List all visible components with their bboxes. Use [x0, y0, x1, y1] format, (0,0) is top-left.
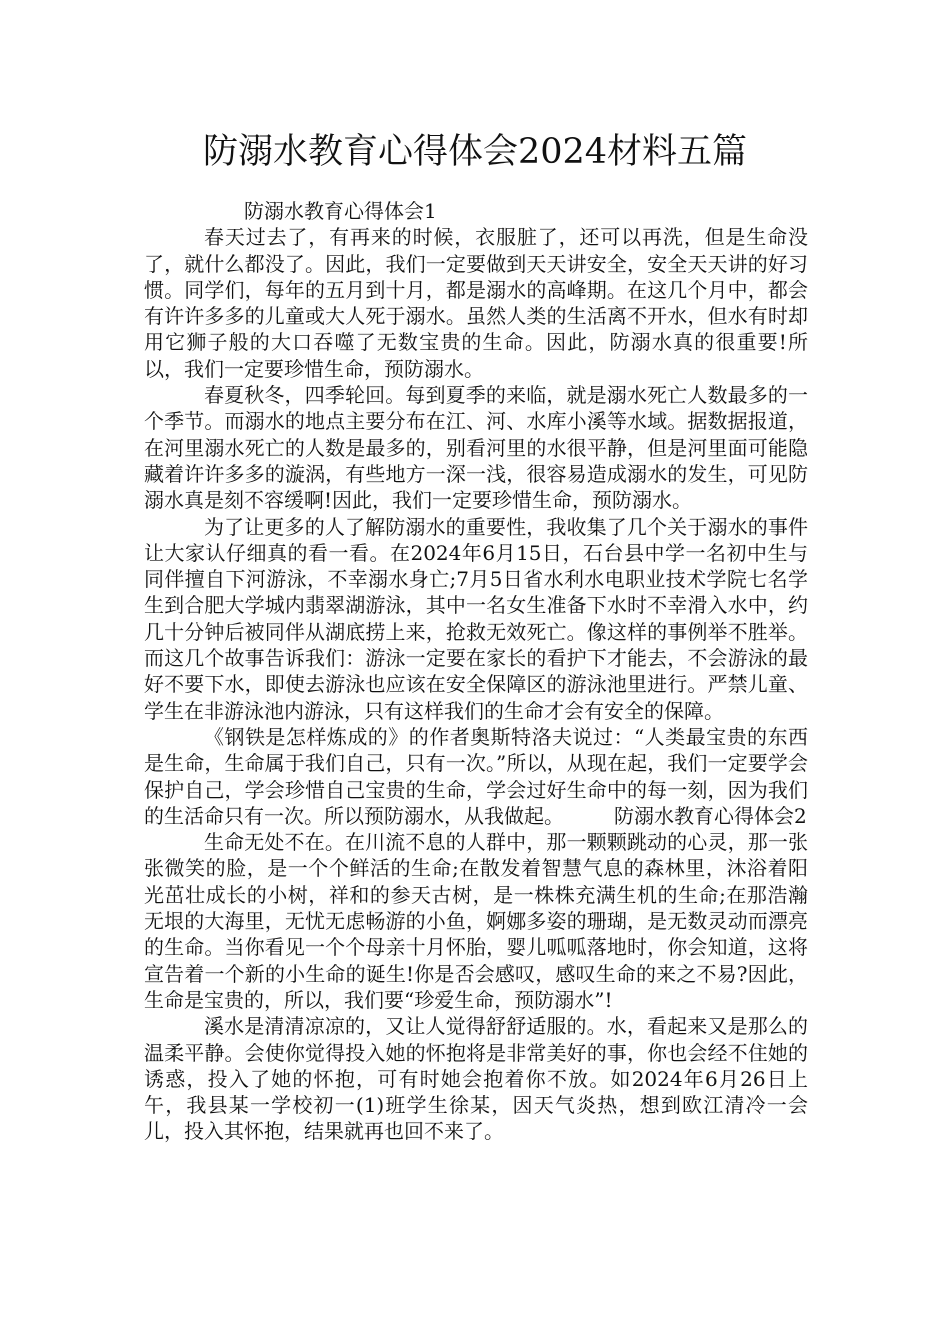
document-title: 防溺水教育心得体会2024材料五篇: [202, 132, 748, 172]
section-heading: 防溺水教育心得体会2: [614, 803, 807, 828]
paragraph: 春夏秋冬，四季轮回。每到夏季的来临，就是溺水死亡人数最多的一个季节。而溺水的地点主要分布在江、河、水库小溪等水域。据数据报道，在河里溺水死亡的人数是最多的，别看河里的水很平静，但是河里面可能隐藏着许许多多的漩涡，有些地方一深一浅，很容易造成溺水的发生，可见防溺水真是刻不容缓啊!因此，我们一定要珍惜生命，预防溺水。: [144, 383, 808, 513]
document-body: [144, 198, 808, 1145]
paragraph: 生命无处不在。在川流不息的人群中，那一颗颗跳动的心灵，那一张张微笑的脸，是一个个鲜活的生命;在散发着智慧气息的森林里，沐浴着阳光茁壮成长的小树，祥和的参天古树，是一株株充满生机的生命;在那浩瀚无垠的大海里，无忧无虑畅游的小鱼，婀娜多姿的珊瑚，是无数灵动而漂亮的生命。当你看见一个个母亲十月怀胎，婴儿呱呱落地时，你会知道，这将宣告着一个新的小生命的诞生!你是否会感叹，感叹生命的来之不易?因此，生命是宝贵的，所以，我们要“珍爱生命，预防溺水”!: [144, 830, 808, 1012]
section-heading: 防溺水教育心得体会1: [244, 199, 437, 223]
paragraph-text: 《钢铁是怎样炼成的》的作者奥斯特洛夫说过：“人类最宝贵的东西是生命，生命属于我们自己，只有一次。”所以，从现在起，我们一定要学会保护自己，学会珍惜自己宝贵的生命，学会过好生命中的每一刻，因为我们的生活命只有一次。所以预防溺水，从我做起。: [144, 724, 808, 828]
paragraph: 为了让更多的人了解防溺水的重要性，我收集了几个关于溺水的事件让大家认仔细真的看一看。在2024年6月15日，石台县中学一名初中生与同伴擅自下河游泳，不幸溺水身亡;7月5日省水利水电职业技术学院七名学生到合肥大学城内翡翠湖游泳，其中一名女生准备下水时不幸滑入水中，约几十分钟后被同伴从湖底捞上来，抢救无效死亡。像这样的事例举不胜举。而这几个故事告诉我们：游泳一定要在家长的看护下才能去，不会游泳的最好不要下水，即使去游泳也应该在安全保障区的游泳池里进行。严禁儿童、学生在非游泳池内游泳，只有这样我们的生命才会有安全的保障。: [144, 514, 808, 723]
paragraph-with-inline-heading: [144, 724, 808, 829]
paragraph: 春天过去了，有再来的时候，衣服脏了，还可以再洗，但是生命没了，就什么都没了。因此，我们一定要做到天天讲安全，安全天天讲的好习惯。同学们，每年的五月到十月，都是溺水的高峰期。在这几个月中，都会有许许多多的儿童或大人死于溺水。虽然人类的生活离不开水，但水有时却用它狮子般的大口吞噬了无数宝贵的生命。因此，防溺水真的很重要!所以，我们一定要珍惜生命，预防溺水。: [144, 225, 808, 381]
paragraph: 溪水是清清凉凉的，又让人觉得舒舒适服的。水，看起来又是那么的温柔平静。会使你觉得投入她的怀抱将是非常美好的事，你也会经不住她的诱惑，投入了她的怀抱，可有时她会抱着你不放。如2024年6月26日上午，我县某一学校初一(1)班学生徐某，因天气炎热，想到欧江清冷一会儿，投入其怀抱，结果就再也回不来了。: [144, 1014, 808, 1144]
